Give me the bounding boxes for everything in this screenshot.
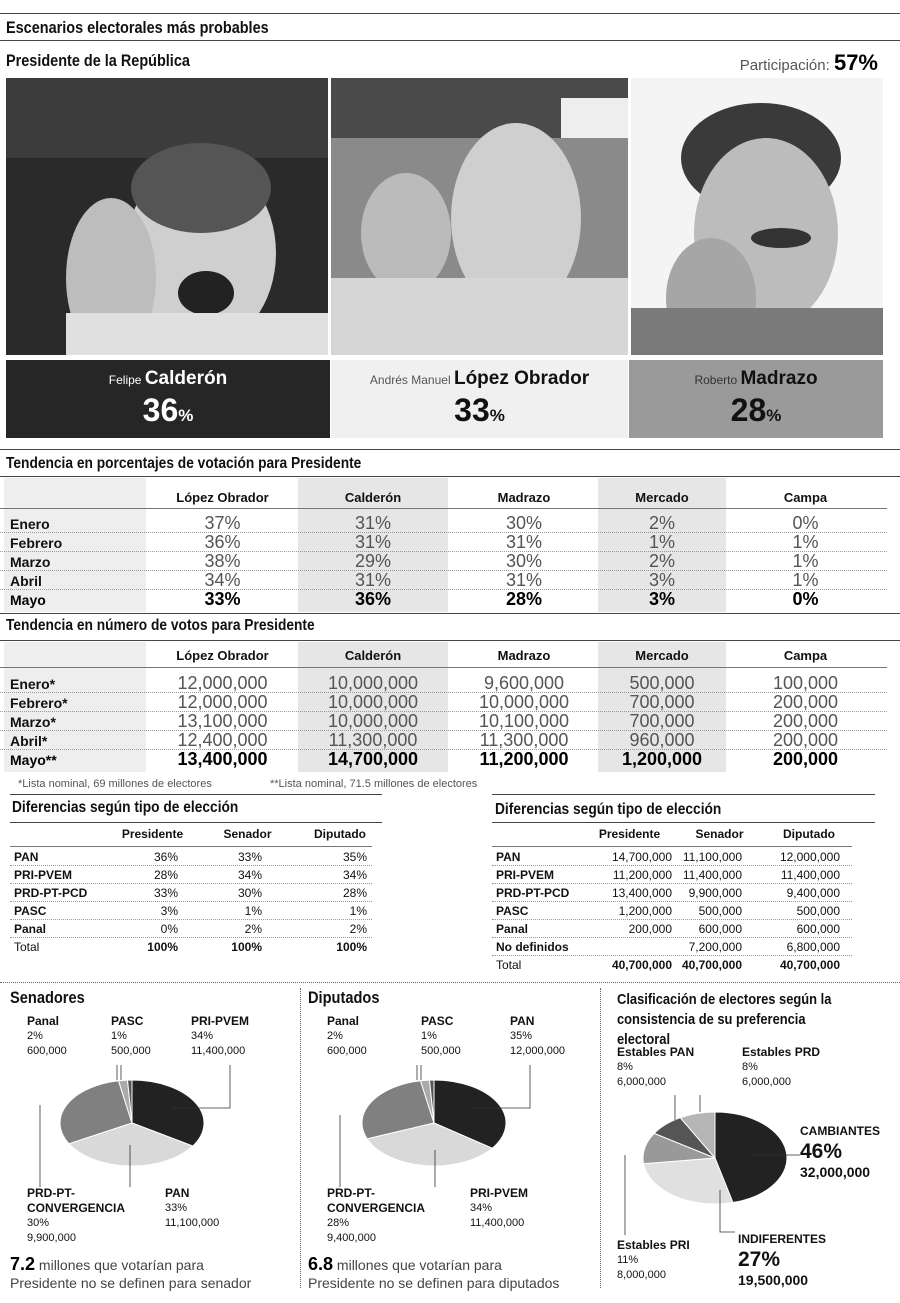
row-label: Marzo <box>10 554 51 570</box>
cell: 200,000 <box>772 730 839 750</box>
row-label: Enero <box>10 516 50 532</box>
cell: 10,000,000 <box>327 673 419 693</box>
cell: 700,000 <box>629 711 695 731</box>
label-pan: PAN 33% 11,100,000 <box>165 1186 220 1229</box>
diputados-title: Diputados <box>308 988 380 1007</box>
cell: 600,000 <box>698 922 742 936</box>
pct-table-title: Tendencia en porcentajes de votación para Presidente <box>6 455 362 472</box>
table-row <box>0 590 887 609</box>
cell: 100% <box>231 940 262 954</box>
cell: 28% <box>505 589 543 609</box>
candidate-last: Calderón <box>144 368 228 389</box>
table-row <box>492 902 852 920</box>
cell: 10,000,000 <box>327 711 419 731</box>
cell: 10,100,000 <box>478 711 570 731</box>
cell: 11,400,000 <box>780 868 840 882</box>
label-pri-pvem: PRI-PVEM 34% 11,400,000 <box>191 1014 250 1057</box>
participation-value: 57% <box>833 50 878 75</box>
cell: 12,000,000 <box>177 692 268 712</box>
pct-sign: % <box>766 406 782 425</box>
cell: 11,200,000 <box>479 749 569 769</box>
row-label: Enero* <box>10 676 56 692</box>
table-row <box>0 533 887 552</box>
row-label: PRD-PT-PCD <box>14 886 88 900</box>
row-label: No definidos <box>496 940 569 954</box>
table-row <box>492 938 852 956</box>
cell: 31% <box>354 513 392 533</box>
table-row <box>10 938 372 956</box>
cell: 200,000 <box>772 692 839 712</box>
cell: 13,400,000 <box>177 749 268 769</box>
senadores-title: Senadores <box>10 988 85 1007</box>
cell: 38% <box>204 551 241 571</box>
col-header: Madrazo <box>497 648 551 663</box>
cell: 1,200,000 <box>618 904 672 918</box>
table-row <box>0 571 887 590</box>
candidate-last: López Obrador <box>453 368 590 389</box>
cell: 31% <box>505 570 543 590</box>
label-pan: PAN 35% 12,000,000 <box>510 1014 566 1057</box>
cell: 7,200,000 <box>688 940 742 954</box>
label-pasc: PASC 1% 500,000 <box>421 1014 461 1057</box>
cell: 1% <box>792 551 819 571</box>
cell: 1% <box>244 904 262 918</box>
col-header: Presidente <box>598 827 661 841</box>
row-label: PAN <box>496 850 521 864</box>
diputados-note: 6.8 millones que votarían para Presidente no se definen para diputados <box>308 1254 560 1291</box>
row-label: Panal <box>14 922 47 936</box>
label-indiferentes: INDIFERENTES 27% 19,500,000 <box>738 1232 827 1288</box>
table-row <box>10 902 372 920</box>
label-estables-pan: Estables PAN 8% 6,000,000 <box>617 1045 695 1088</box>
row-label: Abril <box>10 573 42 589</box>
col-header: Campa <box>783 490 828 505</box>
row-label: PASC <box>496 904 529 918</box>
col-header: Campa <box>783 648 828 663</box>
cell: 500,000 <box>698 904 742 918</box>
table-row <box>492 920 852 938</box>
cell: 100,000 <box>772 673 839 693</box>
cell: 10,000,000 <box>478 692 570 712</box>
diff-votes-table <box>492 827 862 977</box>
label-prd: PRD-PT- CONVERGENCIA 30% 9,900,000 <box>27 1186 126 1244</box>
candidate-madrazo <box>629 360 883 438</box>
label-cambiantes: CAMBIANTES 46% 32,000,000 <box>800 1124 880 1180</box>
cell: 34% <box>204 570 241 590</box>
cell: 13,400,000 <box>611 886 672 900</box>
label-panal: Panal 2% 600,000 <box>27 1014 67 1057</box>
cell: 40,700,000 <box>681 958 742 972</box>
cell: 2% <box>648 551 675 571</box>
cell: 28% <box>153 868 178 882</box>
diff-votes-title: Diferencias según tipo de elección <box>495 801 722 818</box>
photo-madrazo <box>631 78 883 355</box>
cell: 12,000,000 <box>177 673 268 693</box>
table-row <box>0 514 887 533</box>
table-row <box>0 750 887 769</box>
diff-pct-table <box>10 827 382 957</box>
cell: 14,700,000 <box>611 850 672 864</box>
cell: 34% <box>237 868 262 882</box>
label-pri-pvem: PRI-PVEM 34% 11,400,000 <box>470 1186 529 1229</box>
cell: 9,400,000 <box>786 886 840 900</box>
candidate-calderon <box>6 360 330 438</box>
row-label: PRD-PT-PCD <box>496 886 570 900</box>
table-row <box>10 884 372 902</box>
col-header: Senador <box>223 827 272 841</box>
cell: 11,400,000 <box>682 868 742 882</box>
photo-lopez-obrador <box>331 78 628 355</box>
cell: 3% <box>648 570 675 590</box>
col-header: Presidente <box>121 827 184 841</box>
cell: 40,700,000 <box>779 958 840 972</box>
photo-calderon <box>6 78 328 355</box>
label-pasc: PASC 1% 500,000 <box>111 1014 151 1057</box>
row-label: PRI-PVEM <box>14 868 73 882</box>
cell: 0% <box>792 513 819 533</box>
section-title: Presidente de la República <box>6 51 190 70</box>
candidate-lopez-obrador <box>331 360 628 438</box>
cell: 1,200,000 <box>621 749 703 769</box>
pct-sign: % <box>178 406 194 425</box>
cell: 31% <box>354 532 392 552</box>
col-header: López Obrador <box>176 648 269 663</box>
participation <box>740 50 878 76</box>
table-row <box>10 920 372 938</box>
cell: 200,000 <box>628 922 672 936</box>
table-row <box>10 866 372 884</box>
table-row <box>492 848 852 866</box>
row-label: Total <box>14 940 40 954</box>
cell: 30% <box>505 513 543 533</box>
candidate-first: Andrés Manuel <box>369 373 451 387</box>
cell: 1% <box>792 570 819 590</box>
cell: 700,000 <box>629 692 695 712</box>
cell: 6,800,000 <box>786 940 840 954</box>
pct-sign: % <box>489 406 505 425</box>
cell: 2% <box>349 922 367 936</box>
table-row <box>0 731 887 750</box>
cell: 3% <box>160 904 178 918</box>
note-2: **Lista nominal, 71.5 millones de electores <box>270 778 478 790</box>
cell: 31% <box>505 532 543 552</box>
row-label: Febrero* <box>10 695 68 711</box>
cell: 200,000 <box>772 711 839 731</box>
table-row <box>0 674 887 693</box>
cell: 500,000 <box>796 904 840 918</box>
table-row <box>492 884 852 902</box>
cell: 10,000,000 <box>327 692 419 712</box>
candidate-pct: 36 <box>142 392 179 428</box>
candidate-first: Felipe <box>108 373 142 387</box>
candidate-last: Madrazo <box>740 368 818 389</box>
cell: 13,100,000 <box>177 711 268 731</box>
table-row <box>492 866 852 884</box>
cell: 0% <box>160 922 178 936</box>
col-header: Calderón <box>344 648 402 663</box>
cell: 2% <box>648 513 675 533</box>
senadores-note: 7.2 millones que votarían para Presidente no se definen para senador <box>10 1254 252 1291</box>
cell: 35% <box>342 850 367 864</box>
col-header: Senador <box>695 827 744 841</box>
col-header: López Obrador <box>176 490 269 505</box>
cell: 37% <box>204 513 241 533</box>
cell: 33% <box>204 589 241 609</box>
row-label: Abril* <box>10 733 48 749</box>
cell: 0% <box>792 589 819 609</box>
row-label: Febrero <box>10 535 63 551</box>
table-row <box>0 712 887 731</box>
cell: 9,900,000 <box>688 886 742 900</box>
col-header: Diputado <box>314 827 366 841</box>
label-estables-pri: Estables PRI 11% 8,000,000 <box>617 1238 690 1281</box>
cell: 33% <box>237 850 262 864</box>
cell: 29% <box>354 551 392 571</box>
cell: 1% <box>349 904 367 918</box>
label-panal: Panal 2% 600,000 <box>327 1014 367 1057</box>
row-label: Marzo* <box>10 714 56 730</box>
cell: 40,700,000 <box>611 958 672 972</box>
cell: 14,700,000 <box>327 749 419 769</box>
cell: 1% <box>648 532 675 552</box>
cell: 28% <box>342 886 367 900</box>
row-label: Mayo** <box>10 752 57 768</box>
col-header: Calderón <box>344 490 402 505</box>
cell: 12,400,000 <box>177 730 268 750</box>
cell: 36% <box>153 850 178 864</box>
row-label: PASC <box>14 904 47 918</box>
pct-table <box>0 478 887 612</box>
cell: 11,200,000 <box>612 868 672 882</box>
cell: 2% <box>244 922 262 936</box>
votes-table <box>0 642 887 774</box>
participation-label: Participación: <box>739 57 830 74</box>
cell: 33% <box>153 886 178 900</box>
row-label: Panal <box>496 922 529 936</box>
cell: 31% <box>354 570 392 590</box>
cell: 30% <box>505 551 543 571</box>
candidate-first: Roberto <box>694 373 738 387</box>
diff-pct-title: Diferencias según tipo de elección <box>12 799 239 816</box>
cell: 9,600,000 <box>483 673 565 693</box>
cell: 11,300,000 <box>479 730 569 750</box>
cell: 36% <box>354 589 392 609</box>
cell: 30% <box>237 886 262 900</box>
cell: 200,000 <box>772 749 839 769</box>
col-header: Mercado <box>635 490 689 505</box>
clasif-title: Clasificación de electores según la consistencia de su preferencia electoral <box>617 991 832 1048</box>
page-title: Escenarios electorales más probables <box>6 18 269 37</box>
table-row <box>0 693 887 712</box>
candidate-pct: 33 <box>454 392 490 428</box>
row-label: PRI-PVEM <box>496 868 555 882</box>
table-row <box>0 552 887 571</box>
cell: 500,000 <box>629 673 695 693</box>
row-label: Mayo <box>10 592 46 608</box>
row-label: Total <box>496 958 522 972</box>
cell: 1% <box>792 532 819 552</box>
cell: 11,300,000 <box>328 730 418 750</box>
cell: 34% <box>342 868 367 882</box>
table-row <box>10 848 372 866</box>
col-header: Madrazo <box>497 490 551 505</box>
cell: 100% <box>147 940 178 954</box>
col-header: Diputado <box>783 827 835 841</box>
note-1: *Lista nominal, 69 millones de electores <box>18 778 212 790</box>
label-estables-prd: Estables PRD 8% 6,000,000 <box>742 1045 821 1088</box>
cell: 11,100,000 <box>682 850 742 864</box>
cell: 600,000 <box>796 922 840 936</box>
row-label: PAN <box>14 850 39 864</box>
cell: 3% <box>648 589 675 609</box>
cell: 36% <box>204 532 241 552</box>
cell: 100% <box>336 940 367 954</box>
table-row <box>492 956 852 974</box>
cell: 12,000,000 <box>779 850 840 864</box>
candidate-pct: 28 <box>730 392 767 428</box>
col-header: Mercado <box>635 648 689 663</box>
label-prd: PRD-PT- CONVERGENCIA 28% 9,400,000 <box>327 1186 426 1244</box>
cell: 960,000 <box>629 730 695 750</box>
votes-table-title: Tendencia en número de votos para Presidente <box>6 617 315 634</box>
